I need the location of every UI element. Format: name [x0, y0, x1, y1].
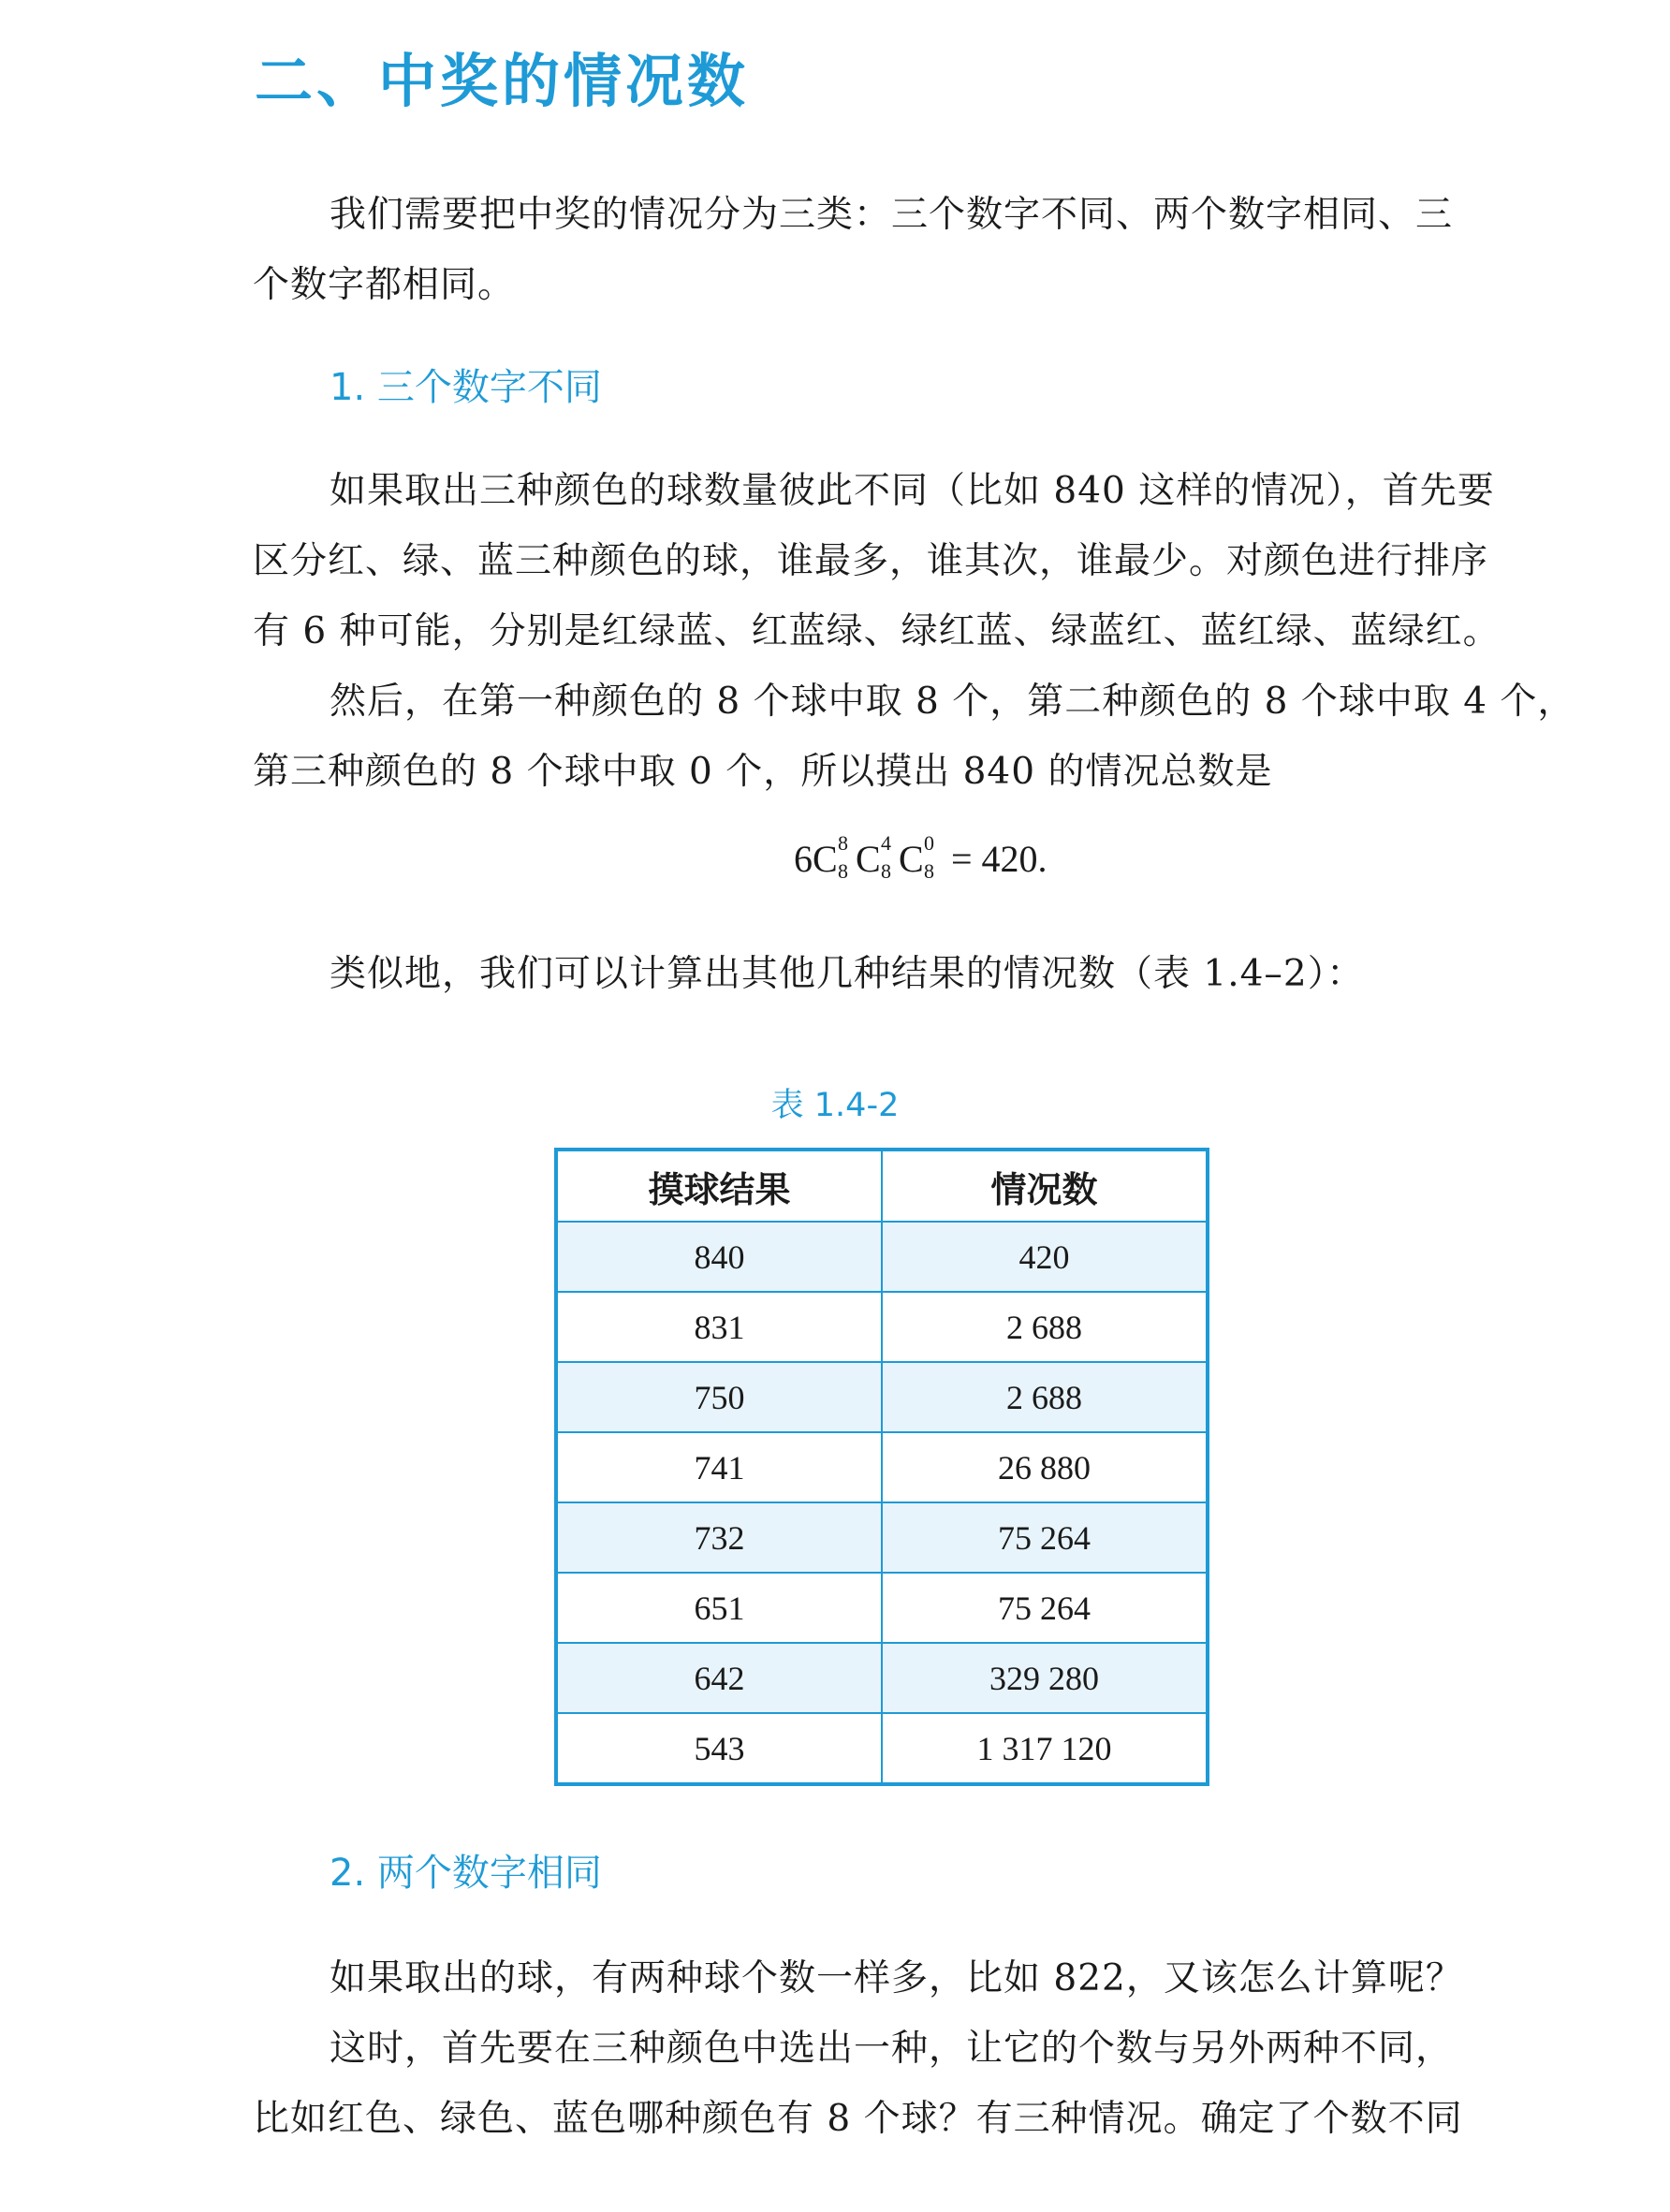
table-row: [556, 1643, 1208, 1713]
intro-paragraph: [253, 180, 1516, 320]
para2-line-2: 第三种颜色的 8 个球中取 0 个，所以摸出 840 的情况总数是: [253, 751, 1273, 793]
table-row: [556, 1292, 1208, 1362]
subsection-heading-2: 2. 两个数字相同: [330, 1852, 602, 1895]
cell-result: 840: [556, 1222, 882, 1292]
para5-line-2: 比如红色、绿色、蓝色哪种颜色有 8 个球？有三种情况。确定了个数不同: [253, 2098, 1463, 2140]
combination-formula: [794, 831, 1047, 883]
para1-line-3: 有 6 种可能，分别是红绿蓝、红蓝绿、绿红蓝、绿蓝红、蓝红绿、蓝绿红。: [253, 610, 1501, 652]
cell-result: 651: [556, 1573, 882, 1643]
combination-term-2: C 4 8: [856, 831, 891, 883]
table-header-row: [556, 1150, 1208, 1222]
intro-line-2: 个数字都相同。: [253, 264, 516, 306]
para4-line-1: 如果取出的球，有两种球个数一样多，比如 822，又该怎么计算呢？: [330, 1957, 1463, 2000]
table-caption: 表 1.4-2: [770, 1087, 900, 1124]
table-row: [556, 1222, 1208, 1292]
cell-count: 420: [882, 1222, 1208, 1292]
combination-term-1: C 8 8: [813, 831, 848, 883]
cell-result: 831: [556, 1292, 882, 1362]
cell-count: 329 280: [882, 1643, 1208, 1713]
cell-result: 750: [556, 1362, 882, 1432]
paragraph-1: [253, 456, 1516, 667]
cell-count: 75 264: [882, 1573, 1208, 1643]
paragraph-3: [253, 939, 1516, 1009]
cell-result: 543: [556, 1713, 882, 1784]
cell-count: 1 317 120: [882, 1713, 1208, 1784]
intro-line-1: 我们需要把中奖的情况分为三类：三个数字不同、两个数字相同、三: [330, 194, 1454, 236]
table-row: [556, 1432, 1208, 1502]
paragraph-4: [253, 1943, 1516, 2154]
section-title: 二、中奖的情况数: [255, 47, 750, 115]
cell-count: 2 688: [882, 1362, 1208, 1432]
subsection-heading-1: 1. 三个数字不同: [330, 366, 602, 409]
table-row: [556, 1502, 1208, 1573]
cell-result: 642: [556, 1643, 882, 1713]
combination-term-3: C 0 8: [899, 831, 934, 883]
cell-result: 741: [556, 1432, 882, 1502]
para1-line-2: 区分红、绿、蓝三种颜色的球，谁最多，谁其次，谁最少。对颜色进行排序: [253, 540, 1489, 582]
formula-result: = 420.: [951, 838, 1047, 880]
para5-line-1: 这时，首先要在三种颜色中选出一种，让它的个数与另外两种不同，: [330, 2028, 1454, 2070]
para2-line-1: 然后，在第一种颜色的 8 个球中取 8 个，第二种颜色的 8 个球中取 4 个，: [330, 681, 1575, 723]
cell-count: 2 688: [882, 1292, 1208, 1362]
table-row: [556, 1573, 1208, 1643]
cell-count: 75 264: [882, 1502, 1208, 1573]
table-row: [556, 1362, 1208, 1432]
cell-result: 732: [556, 1502, 882, 1573]
cell-count: 26 880: [882, 1432, 1208, 1502]
formula-coefficient: 6: [794, 838, 813, 880]
paragraph-2: [253, 667, 1575, 807]
table-row: [556, 1713, 1208, 1784]
outcome-count-table: [554, 1148, 1209, 1786]
para1-line-1: 如果取出三种颜色的球数量彼此不同（比如 840 这样的情况），首先要: [330, 470, 1495, 512]
header-draw-result: 摸球结果: [556, 1150, 882, 1222]
para3-line-1: 类似地，我们可以计算出其他几种结果的情况数（表 1.4–2）：: [330, 953, 1365, 995]
header-case-count: 情况数: [882, 1150, 1208, 1222]
